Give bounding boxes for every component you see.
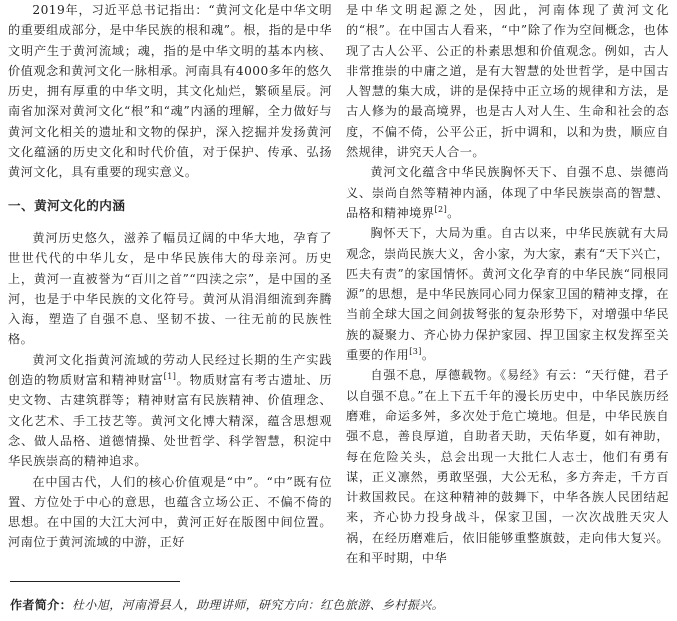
paragraph-spirit-text-a: 黄河文化蕴含中华民族胸怀天下、自强不息、崇德尚义、崇尚自然等精神内涵，体现了中华民族崇高的智慧、品格和精神境界 [346,165,669,220]
citation-1: [1] [163,371,177,381]
paragraph-spirit-text-b: 。 [447,205,460,220]
paragraph-zhong: 在中国古代，人们的核心价值观是“中”。“中”既有位置、方位处于中心的意思，也蕴含立场公正、不偏不倚的思想。在中国的大江大河中，黄河正好在版图中间位置。河南位于黄河流域的中游，正好 [8,474,332,550]
paragraph-definition-text-b: 。物质财富有考古遗址、历史文物、古建筑群等；精神财富有民族精神、价值理念、文化艺术、手工技艺等。黄河文化博大精深，蕴含思想观念、做人品格、道德情操、处世哲学、科学智慧，积淀中华民族崇高的精神追求。 [8,373,332,469]
paragraph-self-improvement: 自强不息，厚德载物。《易经》有云：“天行健，君子以自强不息。”在上下五千年的漫长历史中，中华民族历经磨难，命运多舛，多次处于危亡境地。但是，中华民族自强不息，善良厚道，自助者天助，天佑华夏，如有神助，每在危险关头，总会出现一大批仁人志士，他们有勇有谋，正义凛然，勇敢坚强，大公无私，多方奔走，千方百计救国救民。在这种精神的鼓舞下，中华各族人民团结起来，齐心协力投身战斗，保家卫国，一次次战胜天灾人祸，在经历磨难后，依旧能够重整旗鼓，走向伟大复兴。在和平时期，中华 [346,368,669,566]
author-footnote [10,597,444,613]
paragraph-big-picture-text-a: 胸怀天下，大局为重。自古以来，中华民族就有大局观念，崇尚民族大义，舍小家，为大家，素有“天下兴亡，匹夫有责”的家国情怀。黄河文化孕育的中华民族“同根同源”的思想，是中华民族同心同力保家卫国的精神支撑，在当前全球大国之间剑拔弩张的复杂形势下，对增强中华民族的凝聚力、齐心协力保护家园、捍卫国家主权发挥至关重要的作用 [346,226,669,363]
author-info: 杜小旭，河南滑县人，助理讲师，研究方向：红色旅游、乡村振兴。 [72,598,445,612]
footnote-divider [10,581,180,582]
citation-2: [2] [434,204,448,214]
paragraph-spirit [346,162,669,223]
paragraph-big-picture [346,223,669,365]
section-heading: 一、黄河文化的内涵 [8,197,126,213]
paragraph-definition [8,350,332,472]
paragraph-big-picture-text-b: 。 [421,348,435,363]
paragraph-definition-text-a: 黄河文化指黄河流域的劳动人民经过长期的生产实践创造的物质财富和精神财富 [8,352,332,388]
paragraph-mother-river: 黄河历史悠久，滋养了幅员辽阔的中华大地，孕育了世世代代的中华儿女，是中华民族伟大的母亲河。历史上，黄河一直被誉为“百川之首”“四渎之宗”，是中国的圣河，也是于中华民族的文化符号。黄河从涓涓细流到奔腾入海，塑造了自强不息、坚韧不拔、一往无前的民族性格。 [8,230,332,347]
intro-paragraph: 2019年，习近平总书记指出：“黄河文化是中华文明的重要组成部分，是中华民族的根和魂”。根，指的是中华文明产生于黄河流域；魂，指的是中华文明的基本内核、价值观念和黄河文化一脉相承。河南具有4000多年的悠久历史，拥有厚重的中华文明，其文化灿烂，繁硕星辰。河南省加深对黄河文化“根”和“魂”内涵的理解，全力做好与黄河文化相关的遗址和文物的保护，深入挖掘并发扬黄河文化蕴涵的历史文化和时代价值，对于保护、传承、弘扬黄河文化，具有重要的现实意义。 [8,3,332,180]
author-label: 作者简介： [10,598,73,612]
paragraph-continued: 是中华文明起源之处，因此，河南体现了黄河文化的“根”。在中国古人看来，“中”除了作为空间概念，也体现了古人公平、公正的朴素思想和价值观念。例如，古人非常推崇的中庸之道，是有大智慧的处世哲学，是中国古人智慧的集大成，讲的是保持中正立场的规律和方法，是古人修为的最高境界，也是古人对人生、生命和社会的态度，不偏不倚，公平公正，折中调和，以和为贵，顺应自然规律，讲究天人合一。 [346,3,669,160]
citation-3: [3] [409,346,422,356]
left-column [8,0,332,553]
right-column [346,0,669,568]
